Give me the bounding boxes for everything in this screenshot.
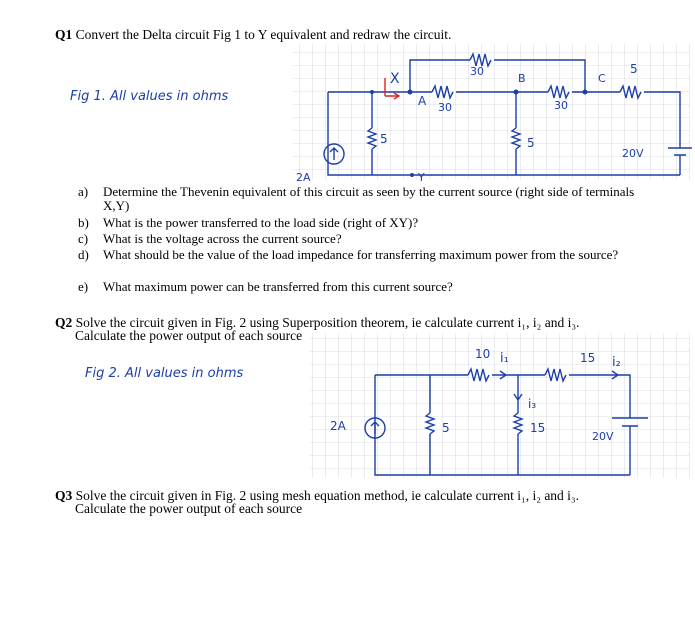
fig2-label-i3: i₃ [528, 397, 537, 411]
fig1-label-v-src: 20V [622, 147, 644, 160]
q3-number: Q3 [55, 488, 73, 503]
q1-item-a: a) Determine the Thevenin equivalent of this circuit as seen by the current source (right side of terminals X,Y) [78, 184, 635, 213]
fig1-label-r-mid: 5 [527, 136, 535, 150]
fig1-caption: Fig 1. All values in ohms [70, 89, 229, 104]
fig1-label-node-y: Y [418, 171, 425, 184]
fig1-label-node-x: X [390, 71, 400, 87]
fig1-label-r-a: 30 [438, 101, 452, 114]
q1-number: Q1 [55, 27, 73, 42]
fig2-circuit [0, 330, 695, 480]
fig2-label-i-src: 2A [330, 419, 346, 433]
q1-item-c: c) What is the voltage across the current source? [78, 231, 342, 246]
fig2-label-v-src: 20V [592, 430, 614, 443]
q1-item-d: d) What should be the value of the load impedance for transferring maximum power from the source? [78, 247, 619, 262]
fig2-label-r-left: 5 [442, 421, 450, 435]
fig2-caption: Fig 2. All values in ohms [85, 366, 244, 381]
q3-line2: Calculate the power output of each source [75, 501, 303, 516]
fig2-label-r1: 10 [475, 347, 491, 361]
q3-line1: Solve the circuit given in Fig. 2 using mesh equation method, ie calculate current i₁, i₂ and i₃. [75, 488, 580, 503]
fig2-label-i1: i₁ [500, 351, 509, 366]
q1-text: Convert the Delta circuit Fig 1 to Y equivalent and redraw the circuit. [75, 27, 452, 42]
fig1-label-r-c: 5 [630, 62, 638, 76]
fig1-label-r-bc: 30 [554, 99, 568, 112]
fig1-label-node-c: C [598, 72, 606, 85]
fig2-label-r2: 15 [580, 351, 596, 365]
q2-line1: Solve the circuit given in Fig. 2 using Superposition theorem, ie calculate current i₁, i₂ and i₃. [75, 315, 580, 330]
q2-line2: Calculate the power output of each source [75, 328, 303, 343]
q2-number: Q2 [55, 315, 73, 330]
fig2-label-i2: i₂ [612, 355, 621, 370]
q1-item-b: b) What is the power transferred to the load side (right of XY)? [78, 215, 419, 230]
q1-item-e: e) What maximum power can be transferred from this current source? [78, 279, 453, 294]
fig1-label-i-src: 2A [296, 171, 311, 184]
fig1-label-r-left: 5 [380, 132, 388, 146]
fig2-label-r-mid: 15 [530, 421, 546, 435]
fig1-label-node-a: A [418, 94, 427, 108]
fig1-label-r-top: 30 [470, 65, 484, 78]
fig1-label-node-b: B [518, 72, 526, 85]
